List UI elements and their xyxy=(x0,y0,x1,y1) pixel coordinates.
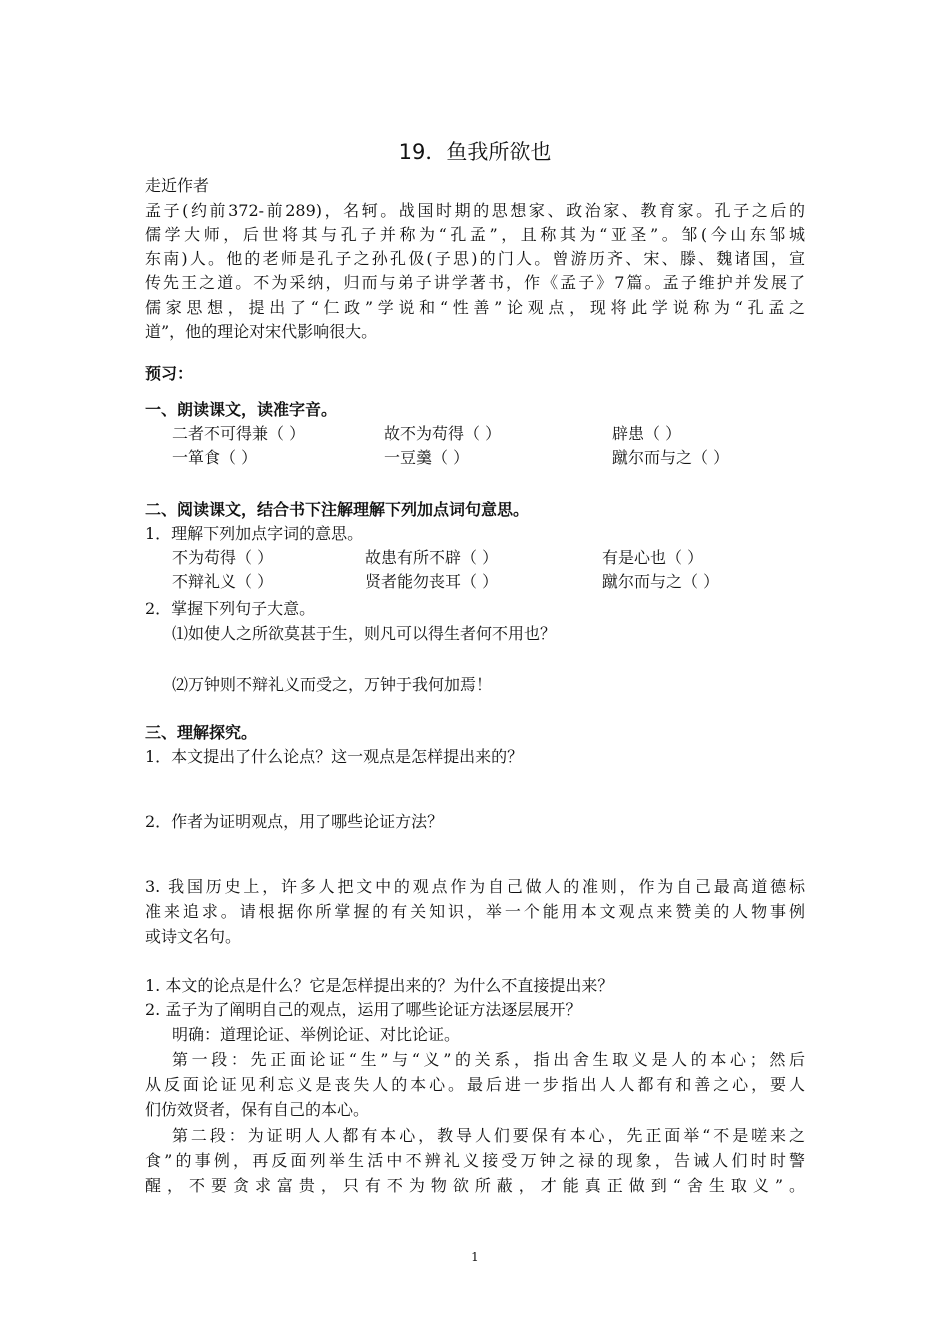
author-line: 儒学大师，后世将其与孔子并称为“孔孟”，且称其为“亚圣”。邹(今山东邹城 xyxy=(145,225,805,244)
question: 1．本文提出了什么论点？这一观点是怎样提出来的？ xyxy=(145,747,524,766)
sentence: ⑴如使人之所欲莫甚于生，则凡可以得生者何不用也？ xyxy=(172,624,557,643)
page-title: 19．鱼我所欲也 xyxy=(398,140,552,164)
meaning-item: 有是心也（ ） xyxy=(602,548,704,567)
section2-heading: 二、阅读课文，结合书下注解理解下列加点词句意思。 xyxy=(145,500,530,519)
question: 3. 我国历史上，许多人把文中的观点作为自己做人的准则，作为自己最高道德标 xyxy=(145,877,805,896)
question: 或诗文名句。 xyxy=(145,927,242,946)
paragraph-line: 醒，不要贪求富贵，只有不为物欲所蔽，才能真正做到“舍生取义”。 xyxy=(145,1176,805,1195)
question: 2．掌握下列句子大意。 xyxy=(145,599,316,618)
pronunciation-item: 辟患（ ） xyxy=(612,424,682,443)
pronunciation-item: 故不为苟得（ ） xyxy=(384,424,502,443)
meaning-item: 贤者能勿丧耳（ ） xyxy=(365,572,499,591)
meaning-item: 故患有所不辟（ ） xyxy=(365,548,499,567)
answer-line: 明确：道理论证、举例论证、对比论证。 xyxy=(172,1025,461,1044)
pronunciation-item: 一箪食（ ） xyxy=(172,448,258,467)
pronunciation-item: 蹴尔而与之（ ） xyxy=(612,448,730,467)
author-line: 孟子(约前372-前289)，名轲。战国时期的思想家、政治家、教育家。孔子之后的 xyxy=(145,201,805,220)
author-line: 东南)人。他的老师是孔子之孙孔伋(子思)的门人。曾游历齐、宋、滕、魏诸国，宣 xyxy=(145,249,805,268)
paragraph-line: 第一段：先正面论证“生”与“义”的关系，指出舍生取义是人的本心；然后 xyxy=(172,1050,805,1069)
meaning-item: 蹴尔而与之（ ） xyxy=(602,572,720,591)
author-line: 儒家思想，提出了“仁政”学说和“性善”论观点，现将此学说称为“孔孟之 xyxy=(145,298,805,317)
question: 2．作者为证明观点，用了哪些论证方法？ xyxy=(145,812,444,831)
discussion-question: 1. 本文的论点是什么？它是怎样提出来的？为什么不直接提出来？ xyxy=(145,976,614,995)
page-number: 1 xyxy=(471,1250,479,1264)
question: 1．理解下列加点字词的意思。 xyxy=(145,524,364,543)
section3-heading: 三、理解探究。 xyxy=(145,723,258,742)
meaning-item: 不辩礼义（ ） xyxy=(172,572,274,591)
preview-label: 预习： xyxy=(145,364,194,383)
paragraph-line: 食”的事例，再反面列举生活中不辨礼义接受万钟之禄的现象，告诫人们时时警 xyxy=(145,1151,805,1170)
pronunciation-item: 一豆羹（ ） xyxy=(384,448,470,467)
question: 准来追求。请根据你所掌握的有关知识，举一个能用本文观点来赞美的人物事例 xyxy=(145,902,805,921)
section1-heading: 一、朗读课文，读准字音。 xyxy=(145,400,338,419)
pronunciation-item: 二者不可得兼（ ） xyxy=(172,424,306,443)
paragraph-line: 们仿效贤者，保有自己的本心。 xyxy=(145,1100,370,1119)
discussion-question: 2. 孟子为了阐明自己的观点，运用了哪些论证方法逐层展开？ xyxy=(145,1000,582,1019)
author-line: 传先王之道。不为采纳，归而与弟子讲学著书，作《孟子》7篇。孟子维护并发展了 xyxy=(145,273,805,292)
paragraph-line: 从反面论证见利忘义是丧失人的本心。最后进一步指出人人都有和善之心，要人 xyxy=(145,1075,805,1094)
author-line: 道”，他的理论对宋代影响很大。 xyxy=(145,322,378,341)
sentence: ⑵万钟则不辩礼义而受之，万钟于我何加焉！ xyxy=(172,675,493,694)
author-heading: 走近作者 xyxy=(145,176,210,195)
paragraph-line: 第二段：为证明人人都有本心，教导人们要保有本心，先正面举“不是嗟来之 xyxy=(172,1126,805,1145)
meaning-item: 不为苟得（ ） xyxy=(172,548,274,567)
